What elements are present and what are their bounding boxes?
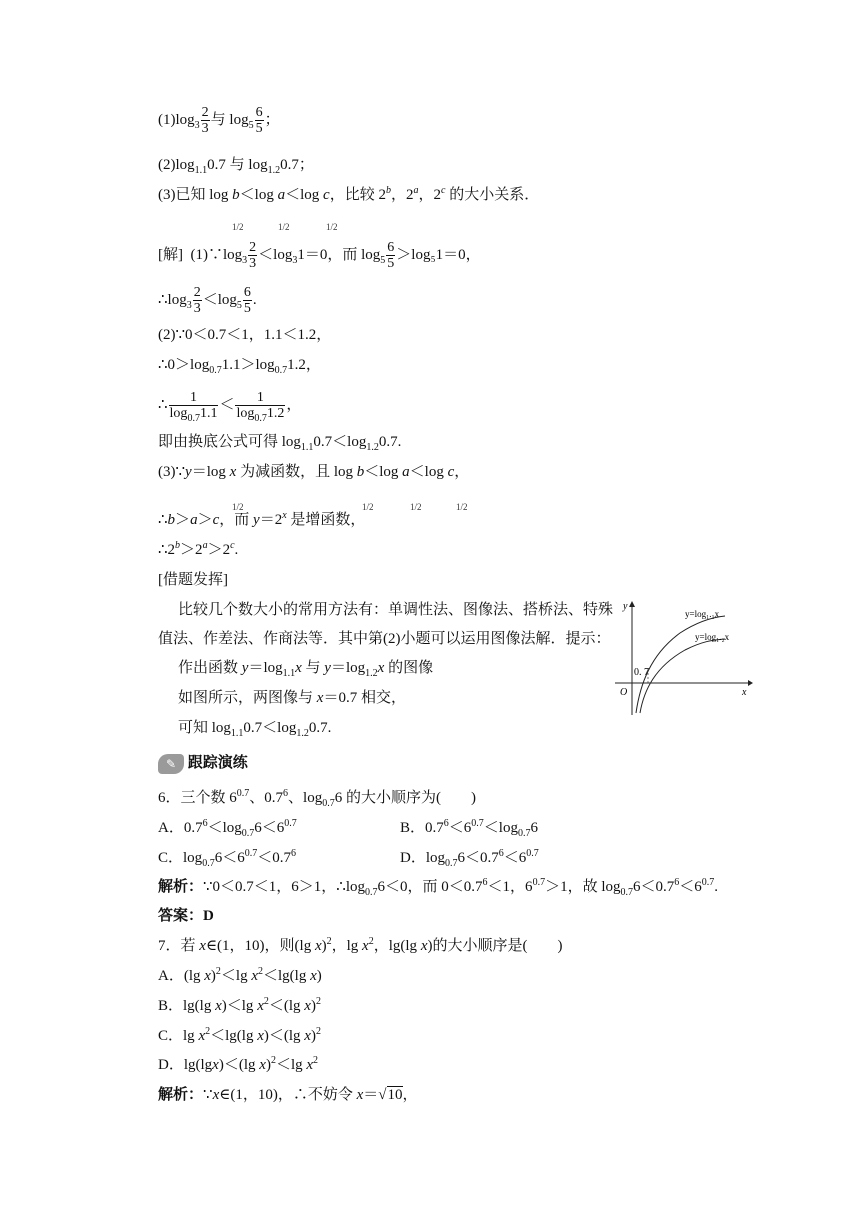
question-1: $(1)\log_3$ $\frac{2}{3}$ 与 $\log_5$ $\frac{6}{5}$ ； [158,105,280,136]
q7-option-a: A．(lg x)$^2$＜lg $x^2<\lg(\lg$ x) [158,966,322,984]
banner-icon: ✎ [158,754,184,774]
solution-p2-1: (2)∵0＜0.7＜1，1.1＜1.2， [158,327,332,343]
curve-log12 [640,639,725,713]
solution-tag: [解] [158,246,183,263]
question-2: $(2)\log_{1.1}0.7$ 与 $\log_{1.2}0.7$； [158,157,314,176]
banner-label: 跟踪演练 [187,755,248,771]
extension-line-5: 可知 $\log_{1.1}0.7<\log_{1.2}0.7$. [178,720,332,739]
half-subscript: 1/2 [362,502,374,512]
solution-p2-2: $\therefore 0>\log_{0.7}1.1>\log_{0.7}1.2$， [158,357,321,376]
solution-p2-3: ∴ $\frac{1}{\log_{0.7}1.1}$ ＜ $\frac{1}{\log_{0.7}1.2}$ ， [158,390,302,424]
curve-log11 [636,616,725,713]
q6-option-a: A．$0.7^6<\log_{0.7}6<6^{0.7}$ [158,818,297,839]
extension-line-1: 比较几个数大小的常用方法有：单调性法、图像法、搭桥法、特殊 [178,602,614,618]
q7-option-d: D．lg(lgx)＜(lg x)$^2$＜lg $x^2$ [158,1055,319,1073]
solution-p3-3: $\therefore 2^b>2^a>2^c$. [158,540,239,558]
q6: 6．三个数 $6^{0.7}$、$0.7^6$、$\log_{0.7}6$ 的大小顺序为( ) [158,788,476,809]
curve2-label: y=log₁.₂x [695,632,730,642]
solution-line-2: $\therefore\log_3$ $\frac{2}{3}$ $<\log_5$ $\frac{6}{5}$ . [158,285,257,316]
half-subscript: 1/2 [232,222,244,232]
curve1-label: y=log₁.₁x [685,609,720,619]
log-graph [610,595,755,720]
half-subscript: 1/2 [456,502,468,512]
extension-line-3: 作出函数 $y=\log_{1.1}x$ 与 $y=\log_{1.2}x$ 的图像 [178,660,434,679]
solution-p3-1: (3)∵y＝log x 为减函数，且 log b＜log a＜log c， [158,464,470,480]
extension-line-4: 如图所示，两图像与 x＝0.7 相交， [178,690,406,706]
extension-title: [借题发挥] [158,572,228,588]
question-3: (3)已知 log b＜log a＜log c，比较 2$^b$，2$^a$，2$^c$ 的大小关系． [158,185,540,203]
half-subscript: 1/2 [326,222,338,232]
x-axis-label: x [742,687,747,698]
solution-line-1: [解] $(1)\because\log_3$ $\frac{2}{3}$ $<\log_31=0$，而 $\log_5$ $\frac{6}{5}$ ＞log₅1＝0， [158,240,481,271]
origin-label: O [620,687,628,698]
solution-p2-4: 即由换底公式可得 $\log_{1.1}0.7<\log_{1.2}0.7$. [158,434,402,453]
half-subscript: 1/2 [232,502,244,512]
y-axis-label: y [623,601,628,612]
q6-option-d: D．$\log_{0.7}6<0.7^6<6^{0.7}$ [400,848,539,869]
practice-banner [158,753,248,774]
solution-p3-2: ∴b＞a＞c，而 $y=2^x$ 是增函数， [158,510,366,528]
q6-explanation: 解析：∵0＜0.7＜1，6＞1，$\therefore\log_{0.7}6<0$，而 $0<0.7^6<1$，$6^{0.7}>1$，故 $\log_{0.7}6<0.7^6<6^{0.7}$. [158,877,719,898]
q7-option-c: C．$\lg x^2<\lg(\lg$ x)＜(lg x)$^2$ [158,1026,321,1044]
q7-explanation: 解析：∵x∈(1，10)，∴不妨令 x＝√10， [158,1087,418,1103]
extension-line-2: 值法、作差法、作商法等．其中第(2)小题可以运用图像法解．提示： [158,631,611,647]
q6-answer: 答案：D [158,908,214,924]
q6-option-b: B．$0.7^6<6^{0.7}<\log_{0.7}6$ [400,818,538,839]
q6-option-c: C．$\log_{0.7}6<6^{0.7}<0.7^6$ [158,848,296,869]
q7: 7．若 x∈(1，10)，则(lg x)$^2$，$\lg x^2$，lg(lg x)的大小顺序是( ) [158,936,563,954]
point-label: 0. 7 [634,667,649,678]
half-subscript: 1/2 [278,222,290,232]
q7-option-b: B．lg(lg x)＜lg $x^2<(\lg$ x)$^2$ [158,996,321,1014]
half-subscript: 1/2 [410,502,422,512]
